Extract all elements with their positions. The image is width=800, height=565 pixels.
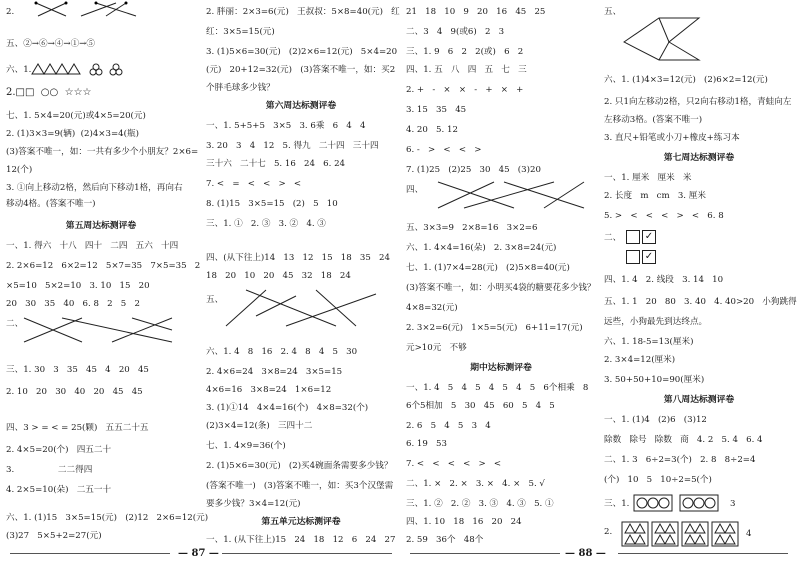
check-box-icon: ✓ <box>642 250 656 264</box>
answer-line: 2. 只1向左移动2格，只2向右移动1格，青蛙向左 <box>604 97 792 107</box>
answer-line: 二、1. × 2. × 3. × 4. × 5. √ <box>406 479 545 489</box>
answer-line: 远些，小狗最先到达终点。 <box>604 317 708 327</box>
answer-line: (2)3×4=12(条) 三四十二 <box>206 421 313 431</box>
answer-line: 三、1. <box>604 499 630 509</box>
triangle-pattern-figure <box>32 62 182 76</box>
answer-line: 2. 3×2=6(元) 1×5=5(元) 6+11=17(元) <box>406 323 583 333</box>
page-number: — 88 — <box>565 548 606 559</box>
circle-groups-figure <box>634 494 724 514</box>
answer-line: 七、1. (1)7×4=28(元) (2)5×8=40(元) <box>406 263 570 273</box>
answer-line: 六、1. 4×4=16(朵) 2. 3×8=24(元) <box>406 243 557 253</box>
answer-line: 除数 除号 除数 商 4. 2 5. 4 6. 4 <box>604 435 763 445</box>
answer-line: 2. + - × × - + × + <box>406 85 524 95</box>
answer-line: 2. (1)3×3=9(辆) (2)4×3=4(瓶) <box>6 129 139 139</box>
answer-line: 五、 <box>206 295 224 305</box>
column-2 <box>206 0 400 550</box>
matching-lines-diagram <box>26 0 146 20</box>
answer-line: 4×6=16 3×8=24 1×6=12 <box>206 385 332 395</box>
answer-line: 6. - > < < > <box>406 145 482 155</box>
answer-line: 四、 <box>406 185 424 195</box>
answer-line: 四、1. 4 2. 线段 3. 14 10 <box>604 275 724 285</box>
empty-box-icon <box>626 250 640 264</box>
column-4 <box>604 0 797 550</box>
answer-line: 2. (1)5×6=30(元) (2)买4碗面条需要多少钱？ <box>206 461 393 471</box>
answer-line: 20 30 35 40 6. 8 2 5 2 <box>6 299 140 309</box>
check-box-icon: ✓ <box>642 230 656 244</box>
answer-line: 3 <box>730 499 736 509</box>
triangle-groups-figure <box>622 522 742 548</box>
answer-line: 三十六 二十七 5. 16 24 6. 24 <box>206 159 346 169</box>
answer-line: 二、3 4 9(或6) 2 3 <box>406 27 505 37</box>
answer-line: 3. 15 35 45 <box>406 105 467 115</box>
section-title: 第七周达标测评卷 <box>663 153 735 163</box>
answer-line: 3. (1)5×6=30(元) (2)2×6=12(元) 5×4=20 <box>206 47 398 57</box>
answer-line: (元) 20+12=32(元) (3)答案不唯一，如：买2 <box>206 65 396 75</box>
answer-line: 元>10元 不够 <box>406 343 467 353</box>
answer-line: 三、1. 30 3 35 45 4 20 45 <box>6 365 149 375</box>
connecting-lines-diagram <box>226 286 386 336</box>
answer-line: 3. 二二得四 <box>6 465 93 475</box>
empty-box-icon <box>626 230 640 244</box>
answer-line: 七、1. 5×4=20(元)或4×5=20(元) <box>6 111 146 121</box>
answer-line: 六、1. (1)4×3=12(元) (2)6×2=12(元) <box>604 75 768 85</box>
answer-line: 4 <box>746 529 752 539</box>
answer-line: 个胖毛球多少钱？ <box>206 83 275 93</box>
page-number: — 87 — <box>178 548 219 559</box>
column-1 <box>6 0 209 550</box>
answer-line: 四、1. 五 八 四 五 七 三 <box>406 65 527 75</box>
answer-line: 二、 <box>604 233 622 243</box>
answer-line: 一、1. 5+5+5 3×5 3. 6乘 6 4 4 <box>206 121 366 131</box>
footer-rule <box>10 553 170 554</box>
answer-line: 18 20 10 20 45 32 18 24 <box>206 271 351 281</box>
answer-line: 四、(从下往上)14 13 12 15 18 35 24 <box>206 253 390 263</box>
crossing-lines-diagram <box>22 316 182 344</box>
answer-line: 7. (1)25 (2)25 30 45 (3)20 <box>406 165 541 175</box>
crossing-lines-diagram <box>434 180 594 210</box>
answer-line: 五、 <box>604 7 622 17</box>
section-title: 期中达标测评卷 <box>470 363 532 373</box>
section-title: 第五周达标测评卷 <box>65 221 137 231</box>
answer-line: 六、1. 4 8 16 2. 4 8 4 5 30 <box>206 347 358 357</box>
answer-line: 4. 20 5. 12 <box>406 125 458 135</box>
answer-line: 3. 20 3 4 12 5. 得九 二十四 三十四 <box>206 141 379 151</box>
answer-line: 四、3 > = < = 25(颗) 五五二十五 <box>6 423 149 433</box>
answer-line: 四、1. 10 18 16 20 24 <box>406 517 522 527</box>
answer-line: ×5=10 5×2=10 3. 10 15 20 <box>6 281 150 291</box>
answer-line: (答案不唯一) (3)答案不唯一，如：买3个汉堡需 <box>206 481 394 491</box>
answer-line: 三、1. 9 6 2 2(或) 6 2 <box>406 47 524 57</box>
section-title: 第五单元达标测评卷 <box>261 517 341 527</box>
column-3 <box>406 0 596 550</box>
footer-rule <box>618 553 788 554</box>
answer-line: (3)答案不唯一，如：小明买4袋的糖要花多少钱？ <box>406 283 596 293</box>
arrow-figure <box>624 14 714 64</box>
footer-rule <box>410 553 560 554</box>
section-title: 第八周达标测评卷 <box>663 395 735 405</box>
answer-line: 6个5相加 5 30 45 60 5 4 5 <box>406 401 555 411</box>
answer-line: 五、3×3=9 2×8=16 3×2=6 <box>406 223 538 233</box>
answer-line: 6. 19 53 <box>406 439 447 449</box>
answer-line: 五、1. 1 20 80 3. 40 4. 40>20 小狗跳得 <box>604 297 797 307</box>
answer-line: 2. 3×4=12(厘米) <box>604 355 676 365</box>
answer-line: (个) 10 5 10÷2=5(个) <box>604 475 712 485</box>
answer-line: 5. > < < < > < 6. 8 <box>604 211 724 221</box>
answer-line: 2. 胖丽：2×3=6(元) 王叔叔：5×8=40(元) 红 <box>206 7 400 17</box>
answer-line: 3. (1)①14 4×4=16(个) 4×8=32(个) <box>206 403 369 413</box>
answer-line: 2. 长度 m cm 3. 厘米 <box>604 191 706 201</box>
answer-line: 二、 <box>6 319 24 329</box>
answer-line: 7. < < < < > < <box>406 459 502 469</box>
answer-line: 2. 2×6=12 6×2=12 5×7=35 7×5=35 2 <box>6 261 201 271</box>
answer-line: 2.□□ ○○ ☆☆☆ <box>6 87 92 98</box>
answer-line: 三、1. ① 2. ③ 3. ② 4. ③ <box>206 219 326 229</box>
answer-line: 移动4格。(答案不唯一) <box>6 199 96 209</box>
answer-line: 2. <box>604 527 613 537</box>
answer-line: 4. 2×5=10(朵) 二五一十 <box>6 485 112 495</box>
answer-line: 3. 直尺+铅笔或小刀+橡皮+练习本 <box>604 133 740 143</box>
answer-line: 二、1. 3 6÷2=3(个) 2. 8 8÷2=4 <box>604 455 756 465</box>
answer-line: 2. <box>6 7 15 17</box>
answer-line: 一、1. 厘米 厘米 米 <box>604 173 692 183</box>
answer-line: 2. 4×6=24 3×8=24 3×5=15 <box>206 367 343 377</box>
answer-line: 要多少钱？3×4=12(元) <box>206 499 301 509</box>
answer-line: 2. 6 5 4 5 3 4 <box>406 421 491 431</box>
answer-line: 21 18 10 9 20 16 45 25 <box>406 7 546 17</box>
answer-line: 2. 59 36个 48个 <box>406 535 484 545</box>
answer-line: 3. 50+50+10=90(厘米) <box>604 375 705 385</box>
answer-line: 8. (1)15 3×5=15 (2) 5 10 <box>206 199 338 209</box>
answer-line: 4×8=32(元) <box>406 303 458 313</box>
answer-line: 一、1. (从下往上)15 24 18 12 6 24 27 <box>206 535 396 545</box>
answer-line: (3)27 5×5+2=27(元) <box>6 531 102 541</box>
answer-line: 红：3×5=15(元) <box>206 27 275 37</box>
answer-line: 7. < = < < > < <box>206 179 302 189</box>
answer-line: 左移动3格。(答案不唯一) <box>604 115 703 125</box>
answer-line: 三、1. ② 2. ② 3. ③ 4. ③ 5. ① <box>406 499 554 509</box>
answer-line: 3. ①向上移动2格，然后向下移动1格，再向右 <box>6 183 183 193</box>
answer-line: 五、②→⑥→④→①→⑤ <box>6 39 95 49</box>
answer-line: 六、1. <box>6 65 32 75</box>
answer-line: 2. 4×5=20(个) 四五二十 <box>6 445 112 455</box>
answer-line: 一、1. 4 5 4 5 4 5 4 5 6个相乘 8 <box>406 383 589 393</box>
answer-line: 六、1. 18-5=13(厘米) <box>604 337 694 347</box>
answer-line: (3)答案不唯一，如：一共有多少个小朋友？2×6= <box>6 147 199 157</box>
answer-line: 2. 10 20 30 40 20 45 45 <box>6 387 143 397</box>
answer-line: 七、1. 4×9=36(个) <box>206 441 286 451</box>
section-title: 第六周达标测评卷 <box>265 101 337 111</box>
answer-line: 一、1. (1)4 (2)6 (3)12 <box>604 415 707 425</box>
answer-line: 12(个) <box>6 165 33 175</box>
answer-line: 六、1. (1)15 3×5=15(元) (2)12 2×6=12(元) <box>6 513 209 523</box>
footer-rule <box>222 553 392 554</box>
answer-line: 一、1. 得六 十八 四十 二四 五六 十四 <box>6 241 179 251</box>
